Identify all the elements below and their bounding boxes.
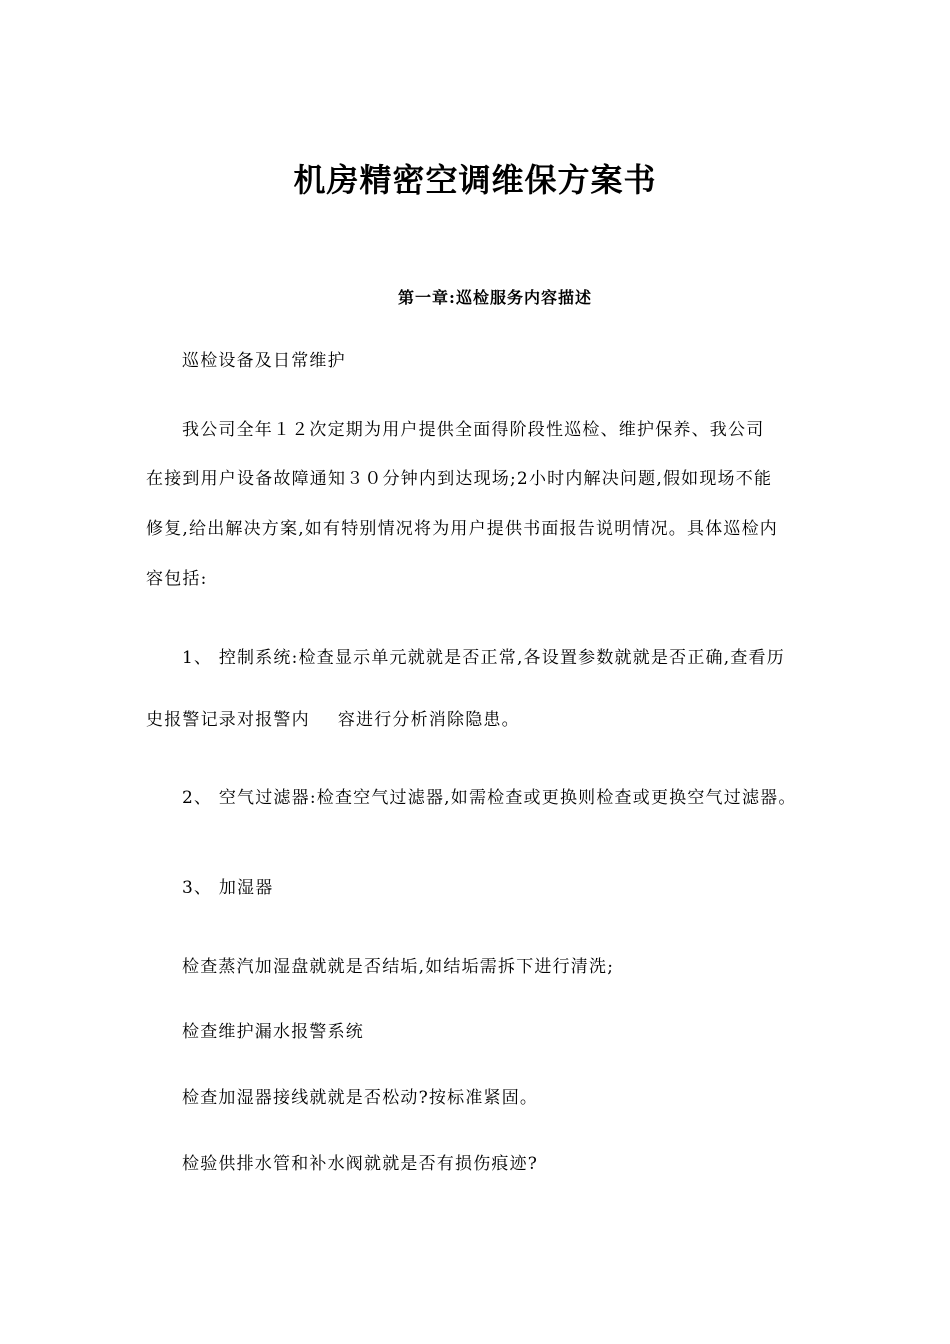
list-item-air-filter: 2、 空气过滤器:检查空气过滤器,如需检查或更换则检查或更换空气过滤器。 [182, 788, 797, 808]
list-item-humidifier: 3、 加湿器 [182, 878, 274, 898]
intro-line: 容包括: [146, 569, 208, 589]
document-title: 机房精密空调维保方案书 [293, 161, 657, 199]
check-item: 检查维护漏水报警系统 [182, 1022, 364, 1042]
intro-line: 在接到用户设备故障通知３０分钟内到达现场;2小时内解决问题,假如现场不能 [146, 469, 773, 489]
chapter-heading: 第一章:巡检服务内容描述 [398, 288, 592, 307]
text-fragment: 史报警记录对报警内 [146, 710, 310, 730]
intro-line: 修复,给出解决方案,如有特别情况将为用户提供书面报告说明情况。具体巡检内 [146, 519, 779, 539]
check-item: 检查加湿器接线就就是否松动?按标准紧固。 [182, 1088, 539, 1108]
intro-line: 我公司全年１２次定期为用户提供全面得阶段性巡检、维护保养、我公司 [182, 420, 765, 440]
list-item-control-system: 1、 控制系统:检查显示单元就就是否正常,各设置参数就就是否正确,查看历 [182, 648, 785, 668]
section-heading: 巡检设备及日常维护 [182, 351, 346, 371]
list-item-control-system-continued [146, 708, 520, 732]
text-fragment: 容进行分析消除隐患。 [337, 710, 520, 730]
check-item: 检查蒸汽加湿盘就就是否结垢,如结垢需拆下进行清洗; [182, 957, 615, 977]
check-item: 检验供排水管和补水阀就就是否有损伤痕迹? [182, 1154, 539, 1174]
